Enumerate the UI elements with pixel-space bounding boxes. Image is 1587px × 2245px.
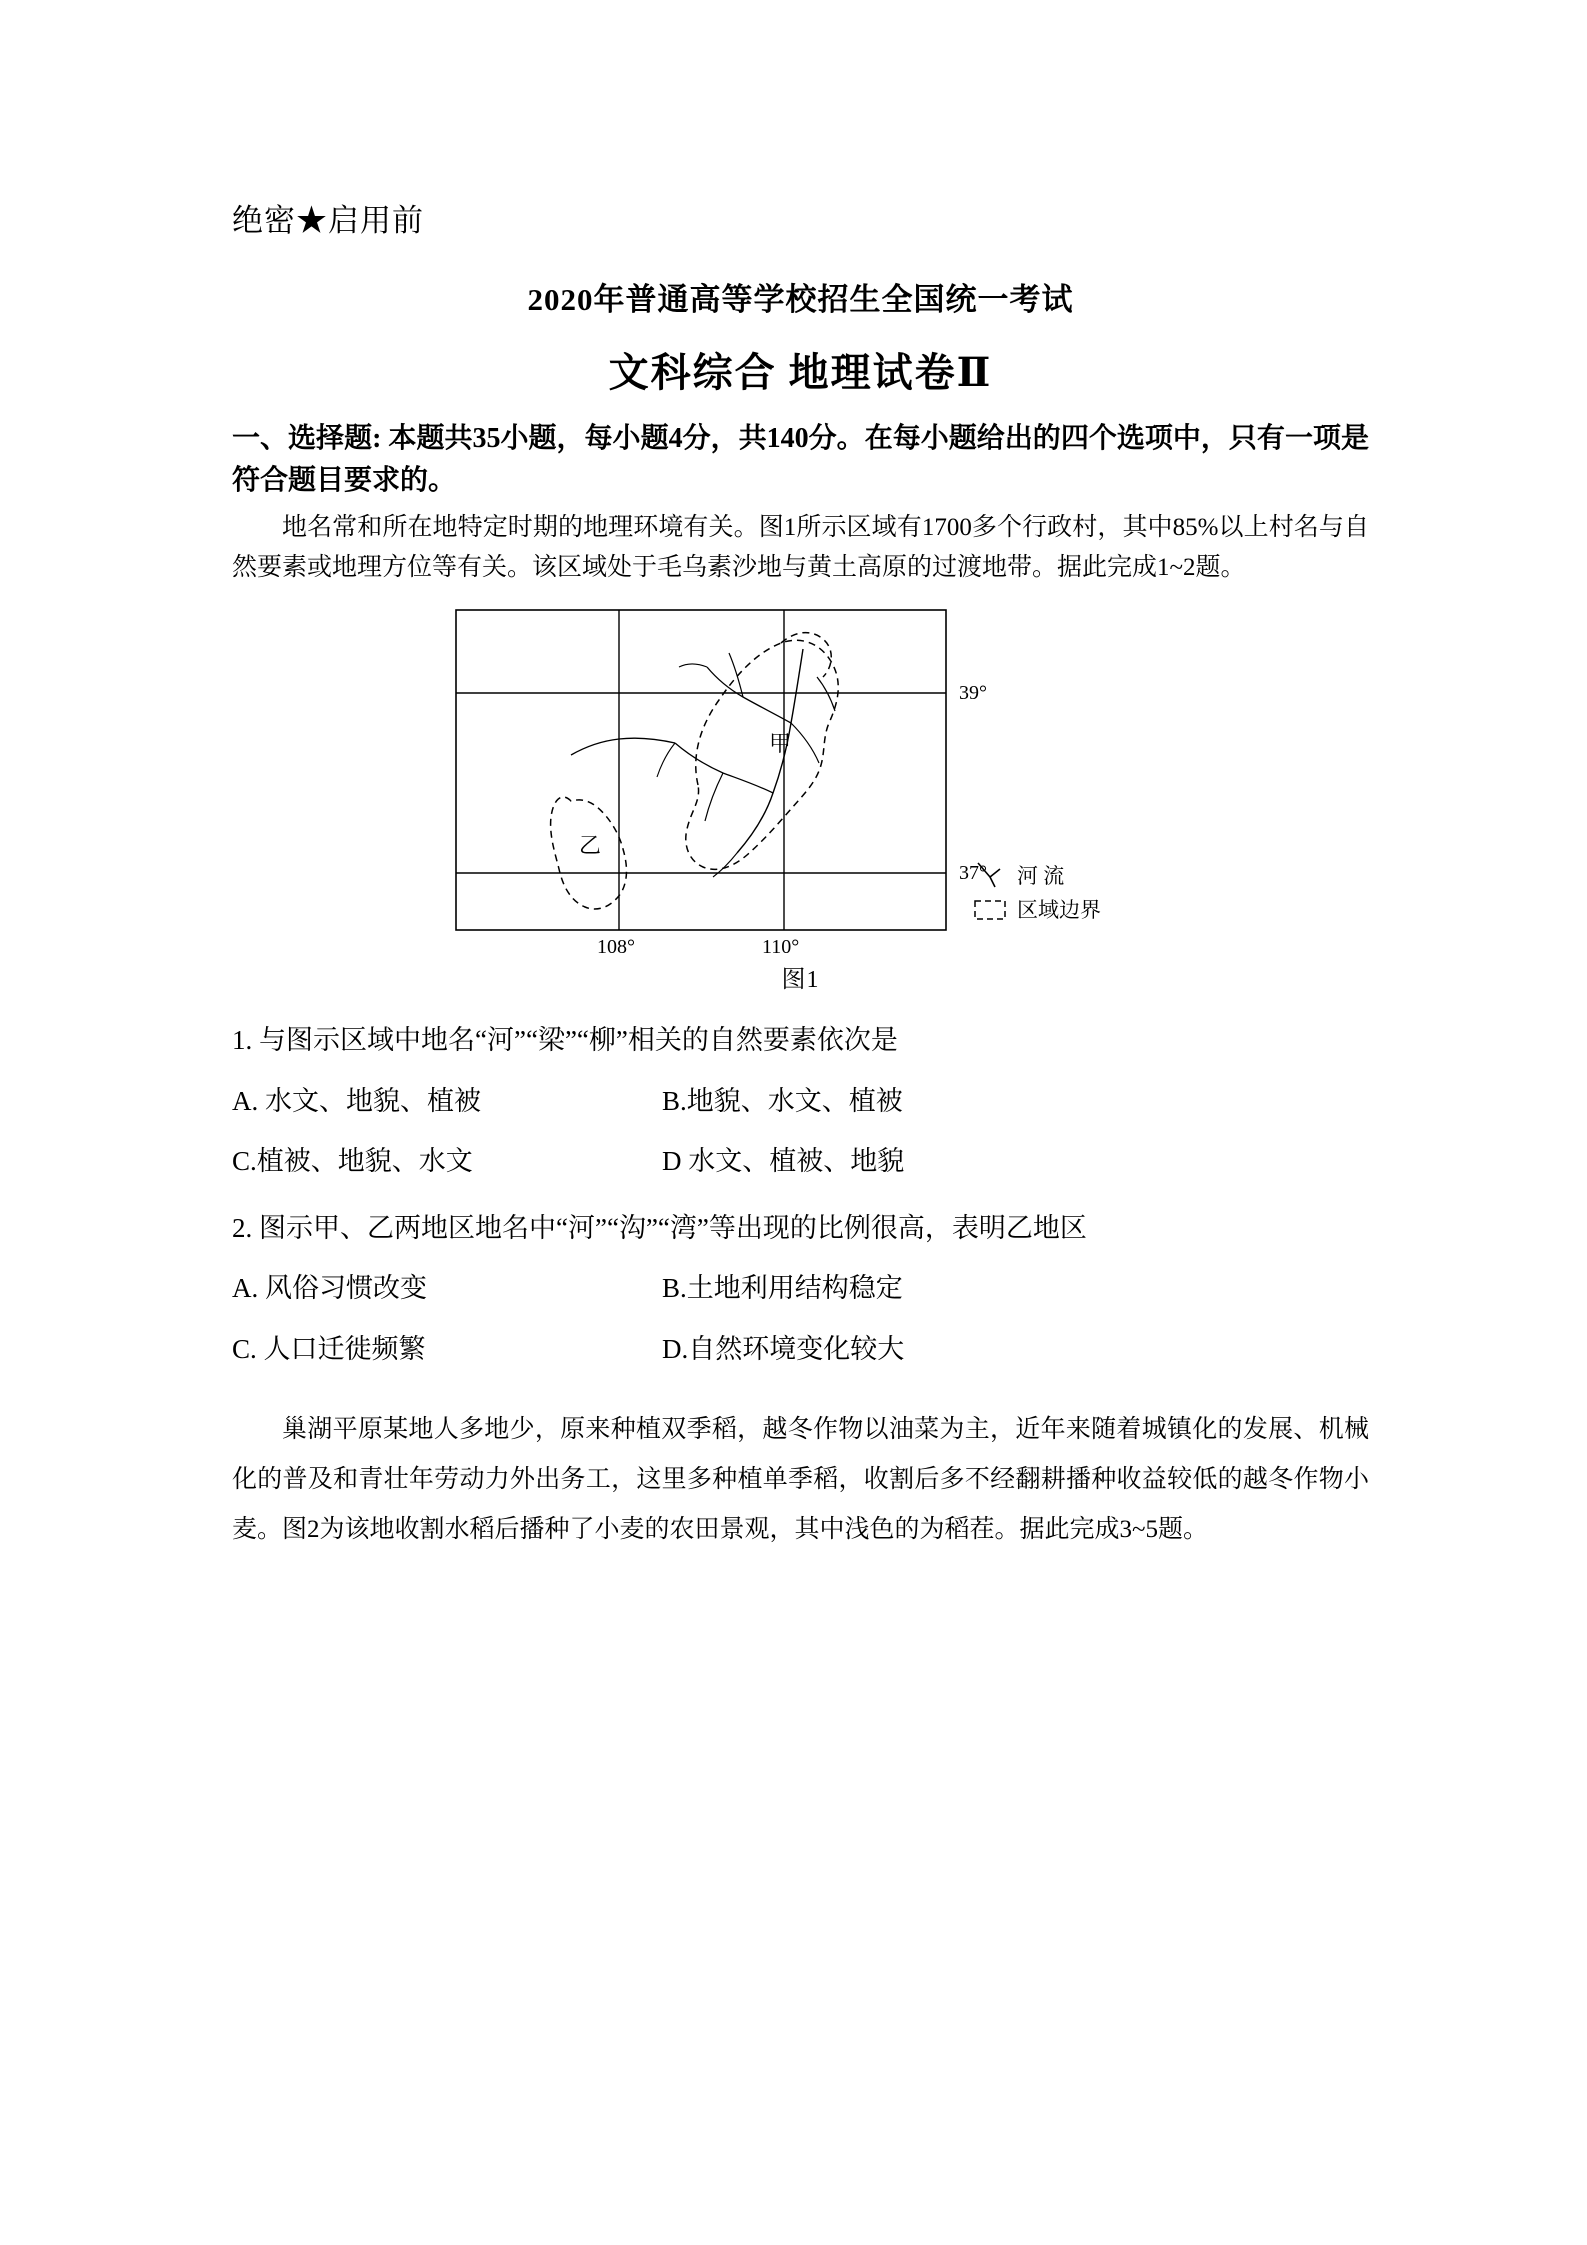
question-2-options-row-1 [232,1268,1369,1309]
question-1-option-c[interactable]: C.植被、地貌、水文 [232,1146,473,1176]
paper-title: 文科综合 地理试卷Ⅱ [608,350,993,395]
question-2-option-b[interactable]: B.土地利用结构稳定 [662,1273,903,1303]
legend-boundary-label: 区域边界 [1016,898,1101,922]
river-branch-7 [791,723,819,763]
question-1-stem: 1. 与图示区域中地名“河”“梁”“柳”相关的自然要素依次是 [232,1025,898,1055]
figure-1-caption: 图1 [781,967,820,993]
river-branch-2 [675,743,773,793]
passage-2: 巢湖平原某地人多地少，原来种植双季稻，越冬作物以油菜为主，近年来随着城镇化的发展、机械化的普及和青壮年劳动力外出务工，这里多种植单季稻，收割后多不经翻耕播种收益较低的越冬作物小麦。图2为该地收割水稻后播种了小麦的农田景观，其中浅色的为稻茬。据此完成3~5题。 [232,1416,1369,1543]
river-branch-1 [707,667,791,723]
dashed-boundary-icon [975,901,1005,919]
figure-1-legend [975,863,1101,922]
river-branch-3 [571,738,675,755]
river-branch-8 [679,664,707,667]
label-yi: 乙 [578,833,601,858]
question-2-option-c[interactable]: C. 人口迁徙频繁 [232,1333,426,1364]
region-boundary-lobe [781,633,831,677]
figure-1-map [451,605,1151,955]
question-1-option-a[interactable]: A. 水文、地貌、植被 [232,1085,481,1116]
secret-label: 绝密★启用前 [232,203,424,238]
figure-1 [232,605,1369,994]
river-branch-5 [729,653,743,697]
passage-1: 地名常和所在地特定时期的地理环境有关。图1所示区域有1700多个行政村，其中85%以上村名与自然要素或地理方位等有关。该区域处于毛乌素沙地与黄土高原的过渡地带。据此完成1~2题。 [232,514,1369,581]
river-branch-4 [705,773,723,821]
exam-title: 2020年普通高等学校招生全国统一考试 [527,282,1074,317]
lon-108-label: 108° [596,936,635,955]
section-heading: 一、选择题: 本题共35小题，每小题4分，共140分。在每小题给出的四个选项中，只有一项是符合题目要求的。 [232,423,1369,496]
question-1-options-row-2 [232,1141,1369,1182]
question-1-options-row-1 [232,1081,1369,1122]
river-branch-6 [817,677,835,711]
question-1-option-d[interactable]: D 水文、植被、地貌 [662,1146,905,1176]
question-1-option-b[interactable]: B.地貌、水文、植被 [662,1085,903,1116]
question-2-option-a[interactable]: A. 风俗习惯改变 [232,1273,427,1303]
river-branch-10 [657,743,675,777]
legend-river-label: 河 流 [1016,864,1064,888]
question-2-option-d[interactable]: D.自然环境变化较大 [662,1333,905,1364]
question-2-stem: 2. 图示甲、乙两地区地名中“河”“沟”“湾”等出现的比例很高，表明乙地区 [232,1212,1087,1243]
question-2-options-row-2 [232,1329,1369,1370]
lat-39-label: 39° [958,682,987,704]
label-jia: 甲 [768,731,791,756]
lon-110-label: 110° [761,936,799,955]
lat-37-label: 37° [958,862,987,884]
